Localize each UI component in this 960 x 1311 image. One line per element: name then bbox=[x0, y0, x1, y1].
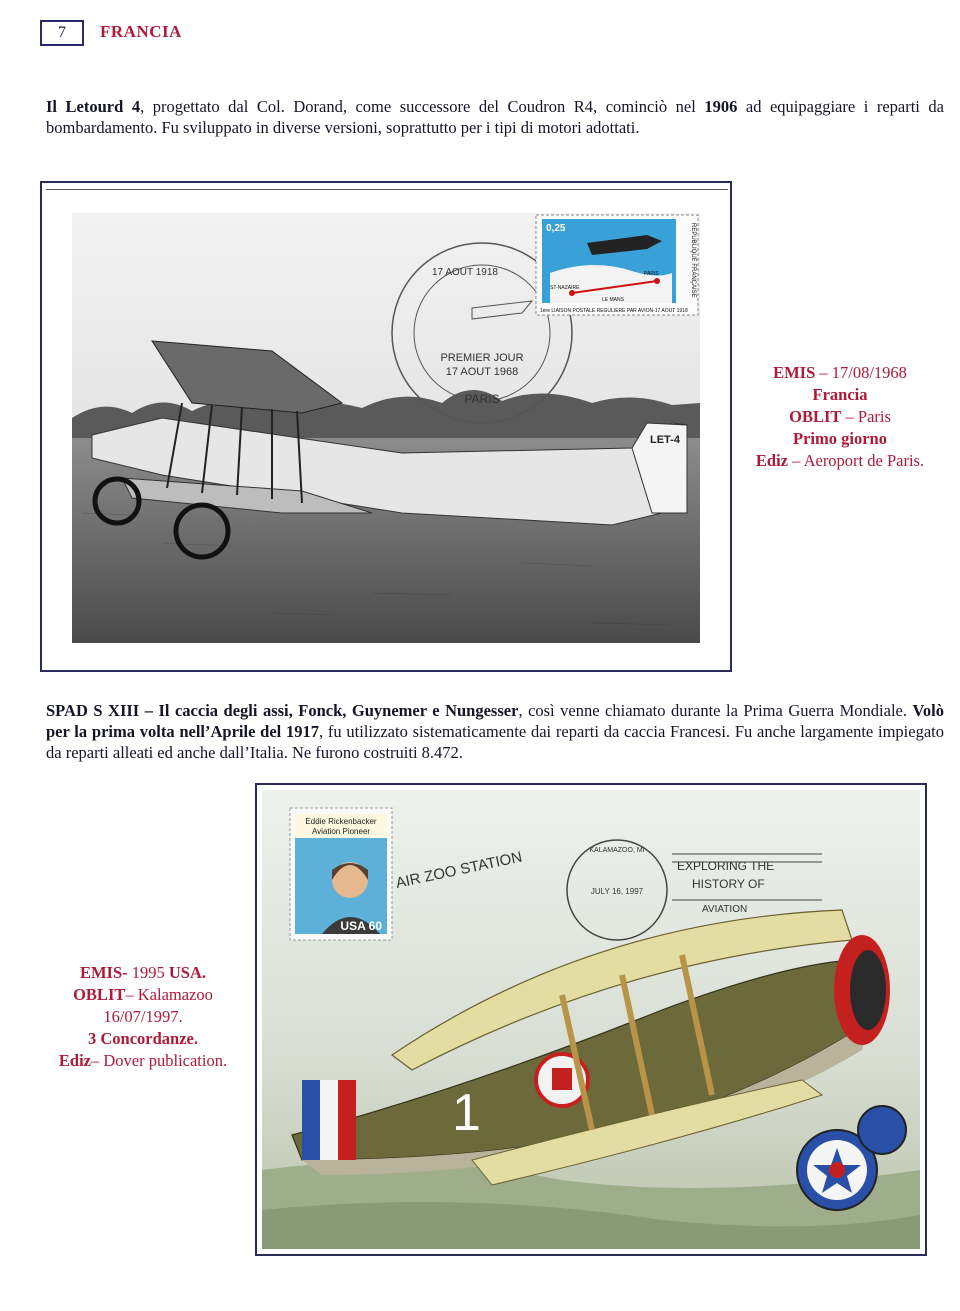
stamp-map-left: ST-NAZAIRE bbox=[550, 285, 580, 291]
oblit-value: – Paris bbox=[841, 407, 891, 426]
maximum-card-spad bbox=[255, 783, 927, 1256]
caption-spad bbox=[30, 962, 256, 1072]
stamp-map-right: PARIS bbox=[644, 271, 659, 277]
ediz-value: – Dover publication. bbox=[91, 1051, 228, 1070]
usa-stamp bbox=[290, 808, 392, 940]
stamp-line-2: Aviation Pioneer bbox=[311, 827, 371, 836]
emis-value: 1995 bbox=[127, 963, 169, 982]
card-rule bbox=[46, 189, 728, 190]
caption-letord bbox=[735, 362, 945, 472]
page-number-box bbox=[40, 20, 84, 46]
letord-photo bbox=[72, 213, 700, 643]
spad-paragraph bbox=[46, 700, 944, 763]
oblit-value: – Kalamazoo bbox=[125, 985, 213, 1004]
intro-paragraph bbox=[46, 96, 944, 138]
oblit-date: 16/07/1997. bbox=[103, 1007, 183, 1026]
spad-text-1: , così venne chiamato durante la Prima Guerra Mondiale. bbox=[518, 701, 913, 720]
oblit-label: OBLIT bbox=[73, 985, 126, 1004]
emis-label: EMIS bbox=[773, 363, 816, 382]
emis-label: EMIS- bbox=[79, 963, 128, 982]
plane-number: 1 bbox=[452, 1084, 481, 1142]
section-title: FRANCIA bbox=[100, 22, 182, 41]
aircraft-name: Il Letourd 4 bbox=[46, 97, 141, 116]
stamp-country: REPUBLIQUE FRANÇAISE bbox=[690, 223, 696, 298]
cancel-station: AIR ZOO STATION bbox=[394, 848, 524, 892]
spad-title: SPAD S XIII – Il caccia degli assi, Fonck, Guynemer e Nungesser bbox=[46, 701, 519, 720]
emis-value: – 17/08/1968 bbox=[815, 363, 907, 382]
ediz-value: – Aeroport de Paris. bbox=[787, 451, 925, 470]
cancel-slogan-2: HISTORY OF bbox=[692, 877, 765, 891]
maximum-card-letord bbox=[40, 181, 732, 672]
cancel-ring: KALAMAZOO, MI bbox=[589, 847, 645, 854]
stamp-value: 0,25 bbox=[546, 223, 566, 234]
page-number: 7 bbox=[58, 24, 66, 41]
emis-country: Francia bbox=[812, 385, 868, 404]
emis-country: USA. bbox=[168, 963, 207, 982]
oblit-label: OBLIT bbox=[789, 407, 842, 426]
cancel-city: PARIS bbox=[464, 392, 500, 406]
intro-text-2: ad equipaggiare i reparti da bombardamento. Fu sviluppato in diverse versioni, soprattutto per i tipi di motori adottati. bbox=[46, 97, 944, 137]
first-day: Primo giorno bbox=[793, 429, 887, 448]
french-stamp bbox=[536, 215, 698, 315]
intro-year: 1906 bbox=[704, 97, 738, 116]
plane-marking: LET-4 bbox=[650, 434, 680, 446]
stamp-value: USA 60 bbox=[340, 919, 382, 933]
intro-text-1: , progettato dal Col. Dorand, come successore del Coudron R4, cominciò nel bbox=[140, 97, 705, 116]
concordanze: 3 Concordanze. bbox=[88, 1029, 198, 1048]
cancel-date: JULY 16, 1997 bbox=[590, 887, 644, 896]
cancel-line-1: PREMIER JOUR bbox=[440, 352, 524, 364]
stamp-map-mid: LE MANS bbox=[602, 297, 624, 303]
cancel-line-2: 17 AOUT 1968 bbox=[445, 366, 519, 378]
ediz-label: Ediz bbox=[755, 451, 788, 470]
cancel-slogan-3: AVIATION bbox=[702, 904, 748, 915]
ediz-label: Ediz bbox=[58, 1051, 91, 1070]
stamp-bottom-text: 1ère LIAISON POSTALE REGULIERE PAR AVION-17 AOUT 1918 bbox=[540, 308, 688, 314]
spad-text-2: , fu utilizzato sistematicamente dai reparti da caccia Francesi. Fu anche largamente impiegato da reparti alleati ed anche dall’Italia. Ne furono costruiti 8.472. bbox=[46, 722, 944, 762]
cancel-slogan-1: EXPLORING THE bbox=[677, 859, 775, 873]
stamp-line-1: Eddie Rickenbacker bbox=[305, 817, 377, 826]
cancel-date-top: 17 AOUT 1918 bbox=[432, 267, 498, 278]
spad-first-flight: Volò per la prima volta nell’Aprile del 1917 bbox=[46, 701, 944, 741]
spad-painting bbox=[262, 790, 920, 1249]
